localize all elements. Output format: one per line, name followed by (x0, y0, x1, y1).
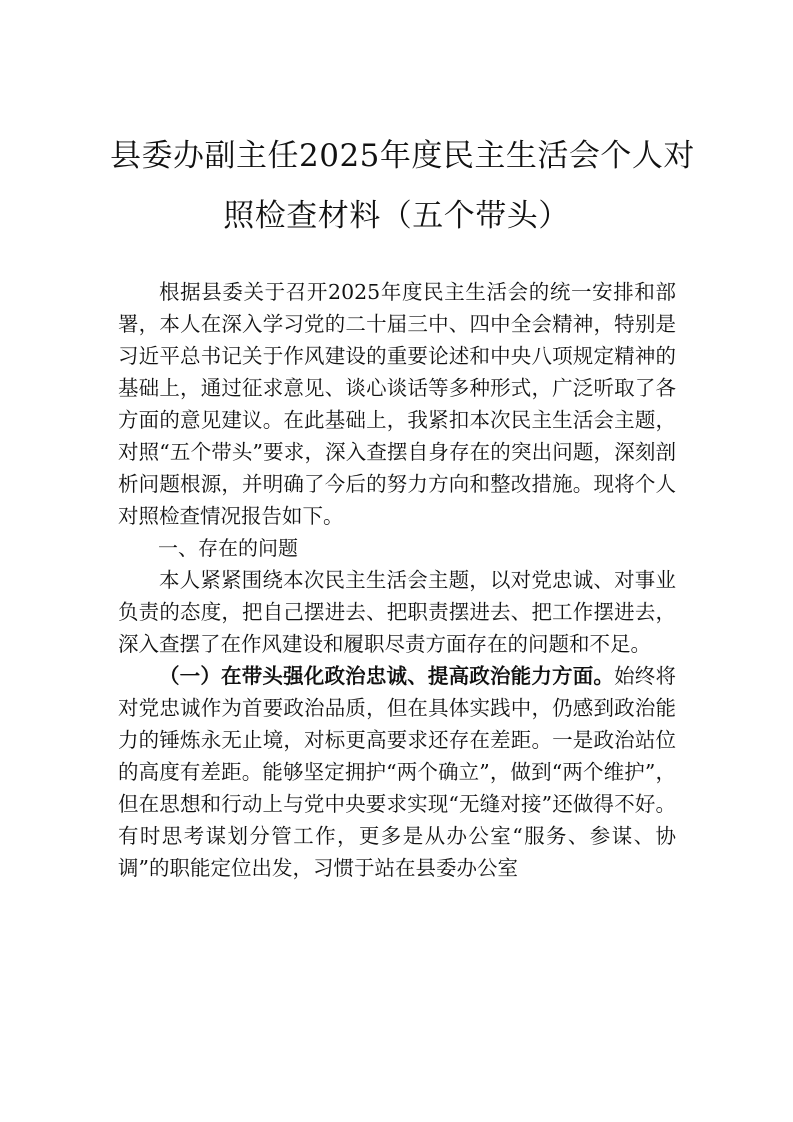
subsection-text-political-loyalty: 始终将对党忠诚作为首要政治品质，但在具体实践中，仍感到政治能力的锤炼永无止境，对标更高要求还存在差距。一是政治站位的高度有差距。能够坚定拥护“两个确立”，做到“两个维护”，但在思想和行动上与党中央要求实现“无缝对接”还做得不好。有时思考谋划分管工作，更多是从办公室“服务、参谋、协调”的职能定位出发，习惯于站在县委办公室 (118, 664, 676, 880)
subsection-paragraph-political-loyalty (118, 660, 676, 884)
subsection-heading-political-loyalty: （一）在带头强化政治忠诚、提高政治能力方面。 (159, 664, 615, 688)
document-title-line-2: 照检查材料（五个带头） (223, 198, 570, 234)
document-body (118, 276, 676, 884)
section-heading-problems: 一、存在的问题 (158, 536, 298, 560)
document-title-line-1: 县委办副主任2025年度民主生活会个人对 (110, 138, 695, 174)
section-paragraph-problems: 本人紧紧围绕本次民主生活会主题，以对党忠诚、对事业负责的态度，把自己摆进去、把职责摆进去、把工作摆进去，深入查摆了在作风建设和履职尽责方面存在的问题和不足。 (118, 568, 676, 656)
intro-paragraph: 根据县委关于召开2025年度民主生活会的统一安排和部署，本人在深入学习党的二十届三中、四中全会精神，特别是习近平总书记关于作风建设的重要论述和中央八项规定精神的基础上，通过征求意见、谈心谈话等多种形式，广泛听取了各方面的意见建议。在此基础上，我紧扣本次民主生活会主题，对照“五个带头”要求，深入查摆自身存在的突出问题，深刻剖析问题根源，并明确了今后的努力方向和整改措施。现将个人对照检查情况报告如下。 (118, 280, 676, 528)
